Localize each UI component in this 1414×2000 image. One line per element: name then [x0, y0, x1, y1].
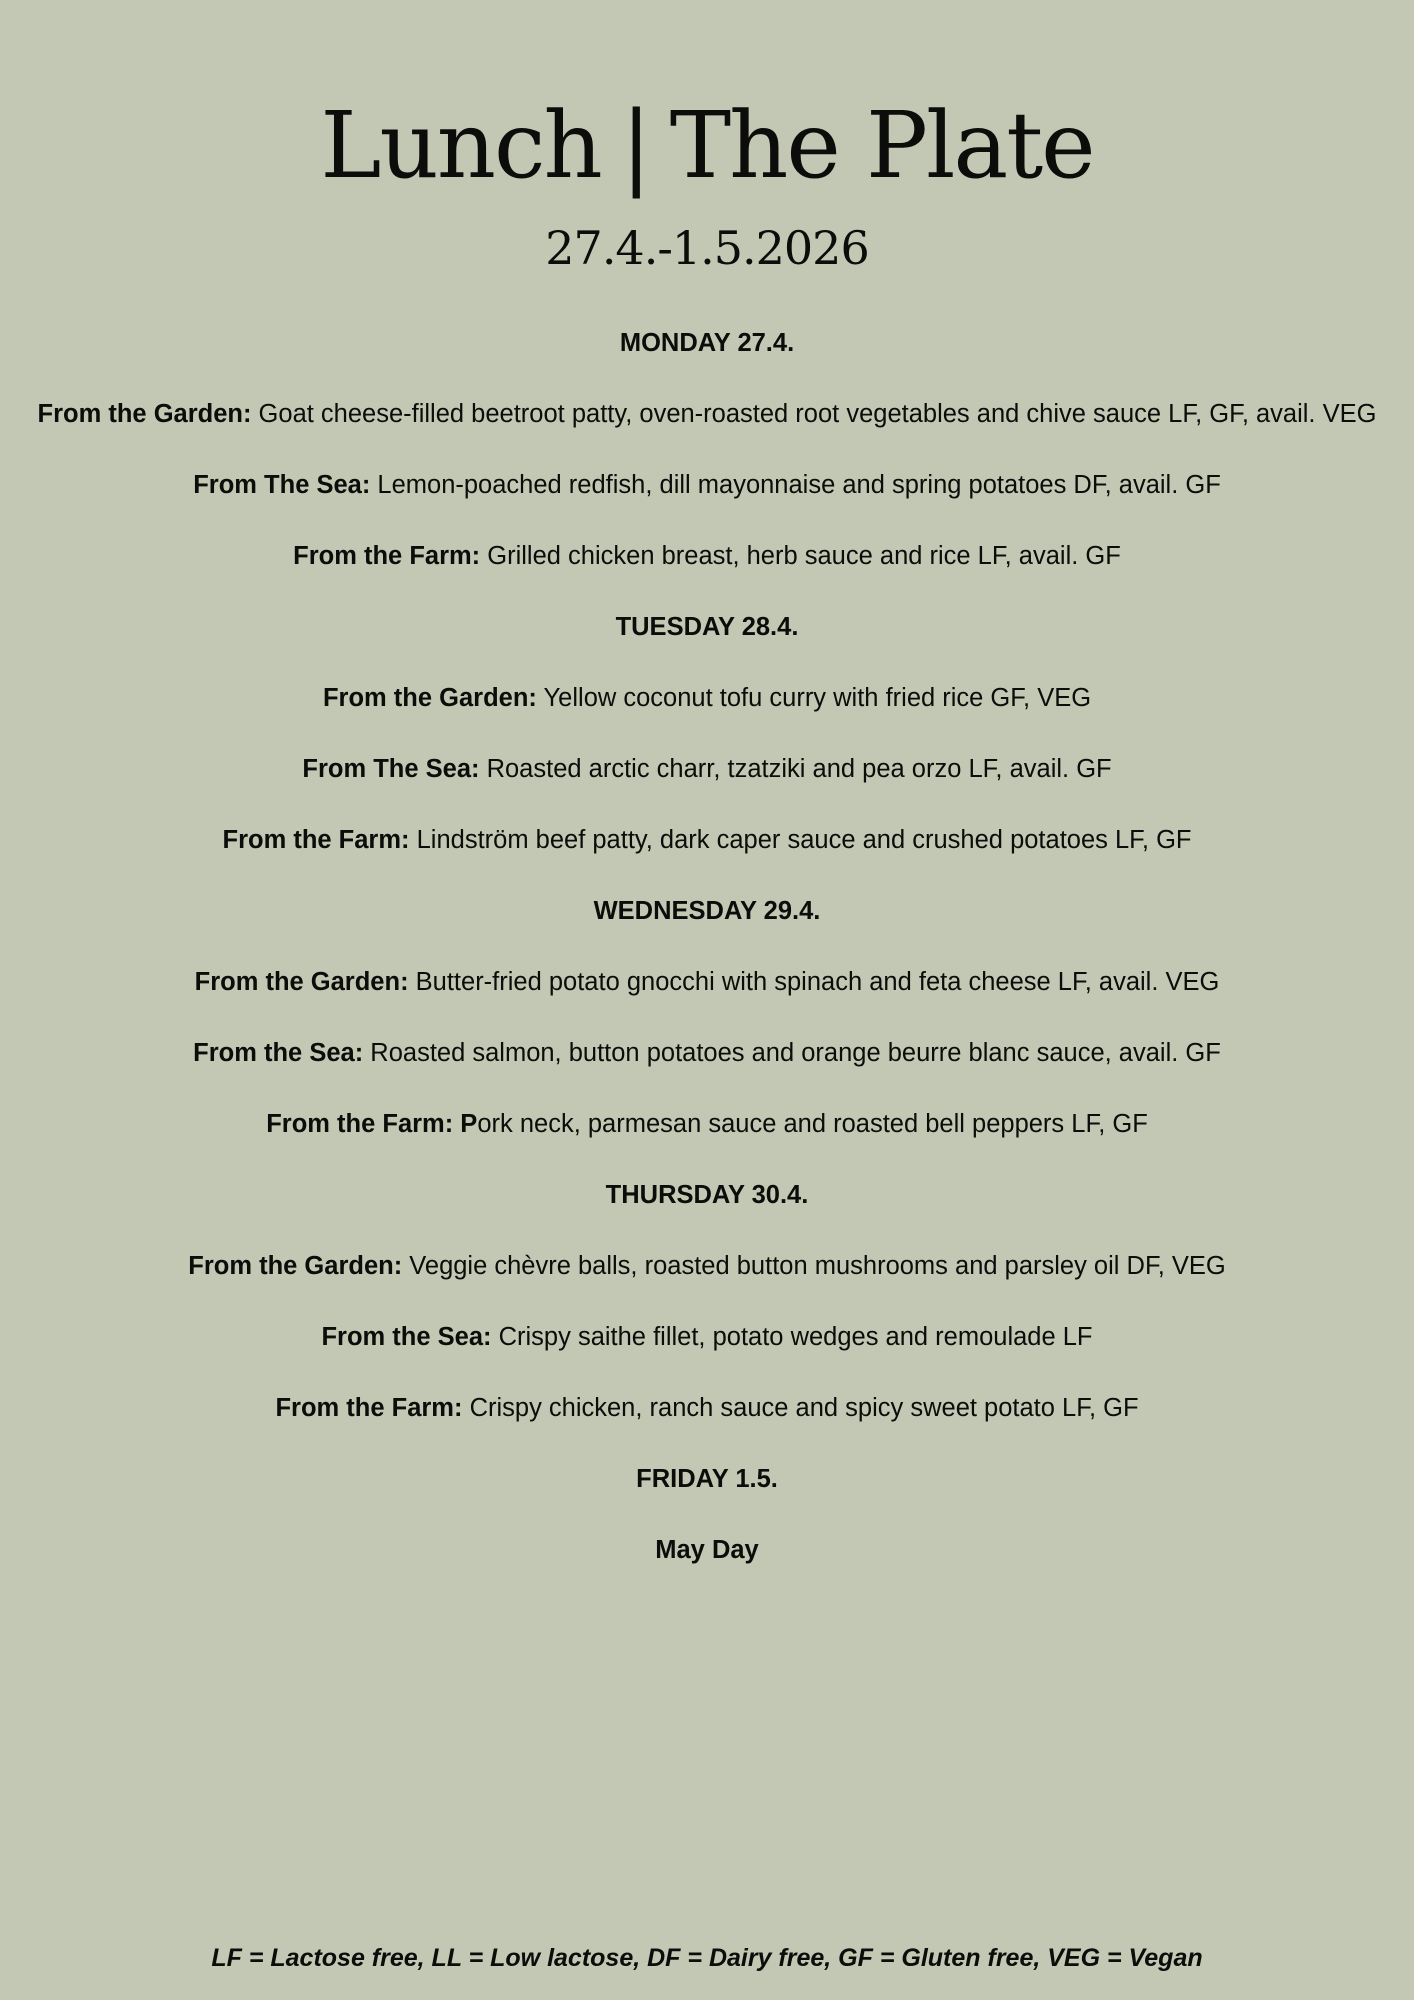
title-lunch: Lunch	[320, 92, 601, 199]
day-heading-tuesday: TUESDAY 28.4.	[615, 613, 799, 641]
dish-label: From the Farm:	[275, 1394, 463, 1422]
dish-label: From the Farm: P	[266, 1110, 478, 1138]
dish-wednesday-farm	[0, 1106, 1414, 1142]
page-title	[0, 88, 1414, 204]
dish-description: Yellow coconut tofu curry with fried rice GF, VEG	[536, 684, 1092, 712]
dish-wednesday-garden	[0, 964, 1414, 1000]
dish-label: From the Garden:	[322, 684, 537, 712]
dish-label: From the Garden:	[188, 1252, 403, 1280]
dish-label: From The Sea:	[302, 755, 480, 783]
dish-label: From the Sea:	[193, 1039, 364, 1067]
date-range: 27.4.-1.5.2026	[545, 221, 869, 275]
day-heading-wednesday: WEDNESDAY 29.4.	[593, 897, 821, 925]
title-separator: |	[620, 92, 650, 199]
dish-description: Crispy saithe fillet, potato wedges and remoulade LF	[491, 1323, 1093, 1351]
holiday-note: May Day	[655, 1536, 759, 1564]
day-heading-monday: MONDAY 27.4.	[619, 329, 795, 357]
dish-thursday-garden	[0, 1248, 1414, 1284]
dish-description: Roasted arctic charr, tzatziki and pea orzo LF, avail. GF	[479, 755, 1112, 783]
day-heading-friday: FRIDAY 1.5.	[636, 1465, 778, 1493]
dish-label: From the Garden:	[37, 400, 252, 428]
dish-tuesday-sea	[0, 751, 1414, 787]
dish-description: Butter-fried potato gnocchi with spinach and feta cheese LF, avail. VEG	[408, 968, 1220, 996]
dish-monday-farm	[0, 538, 1414, 574]
dish-tuesday-farm	[0, 822, 1414, 858]
dish-description: Goat cheese-filled beetroot patty, oven-roasted root vegetables and chive sauce LF, GF, avail. VEG	[251, 400, 1377, 428]
dish-label: From the Garden:	[194, 968, 409, 996]
dietary-legend: LF = Lactose free, LL = Low lactose, DF = Dairy free, GF = Gluten free, VEG = Vegan	[211, 1944, 1203, 1972]
title-restaurant-name: The Plate	[669, 92, 1094, 199]
dish-label: From the Sea:	[321, 1323, 492, 1351]
dish-description: ork neck, parmesan sauce and roasted bell peppers LF, GF	[477, 1110, 1148, 1138]
dish-description: Veggie chèvre balls, roasted button mushrooms and parsley oil DF, VEG	[402, 1252, 1226, 1280]
dish-monday-garden	[22, 396, 1392, 432]
dish-description: Lemon-poached redfish, dill mayonnaise and spring potatoes DF, avail. GF	[370, 471, 1221, 499]
dish-thursday-sea	[0, 1319, 1414, 1355]
dish-tuesday-garden	[0, 680, 1414, 716]
dish-description: Roasted salmon, button potatoes and orange beurre blanc sauce, avail. GF	[363, 1039, 1221, 1067]
dish-description: Lindström beef patty, dark caper sauce and crushed potatoes LF, GF	[409, 826, 1192, 854]
dish-label: From the Farm:	[293, 542, 481, 570]
dish-monday-sea	[0, 467, 1414, 503]
day-heading-thursday: THURSDAY 30.4.	[605, 1181, 809, 1209]
dish-label: From The Sea:	[193, 471, 371, 499]
dish-description: Crispy chicken, ranch sauce and spicy sweet potato LF, GF	[462, 1394, 1139, 1422]
dish-description: Grilled chicken breast, herb sauce and rice LF, avail. GF	[480, 542, 1121, 570]
dish-label: From the Farm:	[222, 826, 410, 854]
weekly-menu	[0, 325, 1414, 1568]
dish-thursday-farm	[0, 1390, 1414, 1426]
dish-wednesday-sea	[0, 1035, 1414, 1071]
